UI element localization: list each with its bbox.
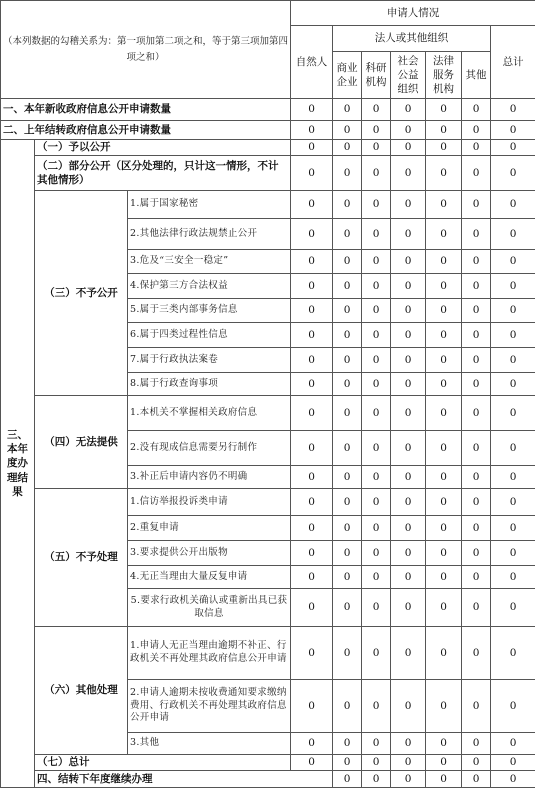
cell: 0 — [333, 516, 362, 541]
row-label: 四、结转下年度继续办理 — [35, 771, 333, 788]
cell: 0 — [462, 373, 491, 396]
cell: 0 — [491, 191, 535, 219]
cell: 0 — [333, 589, 362, 627]
cell: 0 — [391, 466, 426, 489]
table-row — [1, 396, 535, 431]
cell: 0 — [491, 396, 535, 431]
cell: 0 — [491, 431, 535, 466]
item-label: 8.属于行政查询事项 — [128, 373, 291, 396]
cell: 0 — [491, 121, 535, 140]
header-other: 其他 — [462, 52, 491, 99]
cell: 0 — [291, 431, 333, 466]
cell: 0 — [333, 489, 362, 516]
row-label: 一、本年新收政府信息公开申请数量 — [1, 99, 291, 121]
cell: 0 — [491, 323, 535, 348]
cell: 0 — [362, 156, 391, 191]
cell: 0 — [491, 274, 535, 299]
cell: 0 — [391, 566, 426, 589]
cell: 0 — [462, 156, 491, 191]
table-row — [1, 489, 535, 516]
cell: 0 — [362, 516, 391, 541]
cell: 0 — [462, 755, 491, 771]
cell: 0 — [362, 299, 391, 323]
cell: 0 — [291, 140, 333, 156]
header-natural: 自然人 — [291, 26, 333, 99]
cell: 0 — [291, 121, 333, 140]
cell: 0 — [333, 191, 362, 219]
cell: 0 — [426, 771, 462, 788]
header-social: 社会公益组织 — [391, 52, 426, 99]
cell: 0 — [426, 156, 462, 191]
cell: 0 — [462, 99, 491, 121]
item-label: 2.没有现成信息需要另行制作 — [128, 431, 291, 466]
cell: 0 — [291, 755, 333, 771]
item-label: 5.要求行政机关确认或重新出具已获取信息 — [128, 589, 291, 627]
item-label: 1.本机关不掌握相关政府信息 — [128, 396, 291, 431]
cell: 0 — [426, 516, 462, 541]
item-label: 3.其他 — [128, 733, 291, 755]
cell: 0 — [333, 121, 362, 140]
row-label: （一）予以公开 — [35, 140, 291, 156]
cell: 0 — [426, 373, 462, 396]
cell: 0 — [391, 348, 426, 373]
cell: 0 — [362, 627, 391, 680]
group-label: （四）无法提供 — [35, 396, 128, 489]
cell: 0 — [491, 156, 535, 191]
row-label: （二）部分公开（区分处理的，只计这一情形，不计其他情形） — [35, 156, 291, 191]
cell: 0 — [362, 140, 391, 156]
cell: 0 — [362, 191, 391, 219]
table-row — [1, 156, 535, 191]
cell: 0 — [391, 373, 426, 396]
cell: 0 — [462, 219, 491, 250]
cell: 0 — [426, 140, 462, 156]
item-label: 7.属于行政执法案卷 — [128, 348, 291, 373]
item-label: 3.危及“三安全一稳定” — [128, 250, 291, 274]
cell: 0 — [291, 680, 333, 733]
cell: 0 — [291, 191, 333, 219]
cell: 0 — [391, 99, 426, 121]
cell: 0 — [462, 680, 491, 733]
cell: 0 — [391, 156, 426, 191]
item-label: 4.无正当理由大量反复申请 — [128, 566, 291, 589]
cell: 0 — [362, 274, 391, 299]
table-row — [1, 99, 535, 121]
table-row — [1, 771, 535, 788]
cell: 0 — [462, 489, 491, 516]
item-label: 2.重复申请 — [128, 516, 291, 541]
item-label: 1.申请人无正当理由逾期不补正、行政机关不再处理其政府信息公开申请 — [128, 627, 291, 680]
header-commercial: 商业企业 — [333, 52, 362, 99]
cell: 0 — [426, 348, 462, 373]
table-row — [1, 191, 535, 219]
cell: 0 — [462, 466, 491, 489]
cell: 0 — [333, 348, 362, 373]
cell: 0 — [333, 541, 362, 566]
cell: 0 — [362, 373, 391, 396]
cell: 0 — [291, 323, 333, 348]
item-label: 5.属于三类内部事务信息 — [128, 299, 291, 323]
cell: 0 — [491, 680, 535, 733]
cell: 0 — [462, 431, 491, 466]
group-label: （六）其他处理 — [35, 627, 128, 755]
cell: 0 — [491, 566, 535, 589]
cell: 0 — [291, 274, 333, 299]
cell: 0 — [333, 156, 362, 191]
cell: 0 — [391, 541, 426, 566]
cell: 0 — [333, 733, 362, 755]
cell: 0 — [462, 191, 491, 219]
cell: 0 — [426, 396, 462, 431]
cell: 0 — [491, 627, 535, 680]
cell: 0 — [462, 121, 491, 140]
cell: 0 — [462, 516, 491, 541]
cell: 0 — [362, 733, 391, 755]
item-label: 1.属于国家秘密 — [128, 191, 291, 219]
cell: 0 — [426, 566, 462, 589]
cell: 0 — [333, 250, 362, 274]
cell: 0 — [491, 299, 535, 323]
cell: 0 — [291, 733, 333, 755]
cell: 0 — [333, 680, 362, 733]
cell: 0 — [291, 541, 333, 566]
cell: 0 — [362, 323, 391, 348]
cell: 0 — [462, 323, 491, 348]
header-legal-service: 法律服务机构 — [426, 52, 462, 99]
cell: 0 — [426, 250, 462, 274]
cell: 0 — [391, 489, 426, 516]
cell: 0 — [391, 589, 426, 627]
cell: 0 — [426, 733, 462, 755]
section-3-label: 三、本年度办理结果 — [1, 140, 35, 788]
cell: 0 — [291, 219, 333, 250]
item-label: 3.要求提供公开出版物 — [128, 541, 291, 566]
cell: 0 — [291, 589, 333, 627]
cell: 0 — [362, 680, 391, 733]
cell: 0 — [391, 516, 426, 541]
cell: 0 — [426, 541, 462, 566]
cell: 0 — [362, 466, 391, 489]
cell: 0 — [491, 733, 535, 755]
cell: 0 — [362, 219, 391, 250]
cell: 0 — [333, 99, 362, 121]
cell: 0 — [491, 771, 535, 788]
cell: 0 — [362, 771, 391, 788]
cell: 0 — [391, 323, 426, 348]
cell: 0 — [462, 348, 491, 373]
cell: 0 — [362, 566, 391, 589]
header-legal-group: 法人或其他组织 — [333, 26, 491, 52]
cell: 0 — [462, 566, 491, 589]
cell: 0 — [426, 274, 462, 299]
cell: 0 — [362, 99, 391, 121]
cell: 0 — [391, 191, 426, 219]
cell: 0 — [491, 755, 535, 771]
cell: 0 — [391, 680, 426, 733]
cell: 0 — [462, 733, 491, 755]
cell: 0 — [462, 541, 491, 566]
cell: 0 — [391, 771, 426, 788]
cell: 0 — [491, 250, 535, 274]
cell: 0 — [426, 219, 462, 250]
cell: 0 — [462, 627, 491, 680]
cell: 0 — [462, 299, 491, 323]
cell: 0 — [291, 348, 333, 373]
cell: 0 — [426, 299, 462, 323]
cell: 0 — [333, 140, 362, 156]
header-total: 总计 — [491, 26, 535, 99]
cell: 0 — [291, 156, 333, 191]
cell: 0 — [491, 140, 535, 156]
cell: 0 — [333, 755, 362, 771]
cell: 0 — [391, 755, 426, 771]
cell: 0 — [426, 489, 462, 516]
cell: 0 — [333, 396, 362, 431]
cell: 0 — [391, 250, 426, 274]
cell: 0 — [426, 466, 462, 489]
item-label: 3.补正后申请内容仍不明确 — [128, 466, 291, 489]
cell: 0 — [462, 396, 491, 431]
cell: 0 — [333, 274, 362, 299]
cell: 0 — [333, 431, 362, 466]
cell: 0 — [462, 771, 491, 788]
cell: 0 — [333, 627, 362, 680]
item-label: 2.其他法律行政法规禁止公开 — [128, 219, 291, 250]
header-research: 科研机构 — [362, 52, 391, 99]
row-label: （七）总计 — [35, 755, 291, 771]
cell: 0 — [391, 431, 426, 466]
cell: 0 — [426, 121, 462, 140]
cell: 0 — [491, 466, 535, 489]
cell: 0 — [291, 516, 333, 541]
cell: 0 — [491, 99, 535, 121]
cell: 0 — [391, 140, 426, 156]
cell: 0 — [491, 489, 535, 516]
cell: 0 — [391, 396, 426, 431]
table-row — [1, 121, 535, 140]
cell: 0 — [291, 627, 333, 680]
cell: 0 — [462, 250, 491, 274]
cell: 0 — [462, 140, 491, 156]
cell: 0 — [333, 771, 362, 788]
cell: 0 — [391, 274, 426, 299]
group-label: （五）不予处理 — [35, 489, 128, 627]
cell: 0 — [426, 323, 462, 348]
cell: 0 — [426, 680, 462, 733]
cell: 0 — [391, 627, 426, 680]
cell: 0 — [291, 566, 333, 589]
cell: 0 — [291, 489, 333, 516]
cell: 0 — [426, 755, 462, 771]
cell: 0 — [291, 99, 333, 121]
cell: 0 — [362, 755, 391, 771]
header-note: （本列数据的勾稽关系为：第一项加第二项之和，等于第三项加第四项之和） — [1, 1, 291, 99]
cell: 0 — [426, 99, 462, 121]
cell: 0 — [333, 466, 362, 489]
cell: 0 — [426, 431, 462, 466]
cell: 0 — [362, 589, 391, 627]
cell: 0 — [291, 250, 333, 274]
cell: 0 — [291, 466, 333, 489]
cell: 0 — [426, 191, 462, 219]
cell: 0 — [462, 274, 491, 299]
header-applicant: 申请人情况 — [291, 1, 535, 26]
cell: 0 — [291, 396, 333, 431]
item-label: 4.保护第三方合法权益 — [128, 274, 291, 299]
table-row — [1, 755, 535, 771]
table-row — [1, 140, 535, 156]
cell: 0 — [491, 219, 535, 250]
cell: 0 — [391, 733, 426, 755]
item-label: 2.申请人逾期未按收费通知要求缴纳费用、行政机关不再处理其政府信息公开申请 — [128, 680, 291, 733]
cell: 0 — [491, 373, 535, 396]
cell: 0 — [333, 219, 362, 250]
item-label: 6.属于四类过程性信息 — [128, 323, 291, 348]
cell: 0 — [333, 299, 362, 323]
cell: 0 — [362, 431, 391, 466]
group-label: （三）不予公开 — [35, 191, 128, 396]
cell: 0 — [391, 121, 426, 140]
cell: 0 — [426, 627, 462, 680]
cell: 0 — [362, 121, 391, 140]
item-label: 1.信访举报投诉类申请 — [128, 489, 291, 516]
cell: 0 — [291, 373, 333, 396]
cell: 0 — [491, 589, 535, 627]
cell: 0 — [462, 589, 491, 627]
cell: 0 — [333, 566, 362, 589]
table-row — [1, 627, 535, 680]
cell: 0 — [491, 348, 535, 373]
row-label: 二、上年结转政府信息公开申请数量 — [1, 121, 291, 140]
cell: 0 — [391, 219, 426, 250]
cell: 0 — [491, 541, 535, 566]
cell: 0 — [333, 323, 362, 348]
cell: 0 — [362, 489, 391, 516]
cell: 0 — [291, 299, 333, 323]
cell: 0 — [426, 589, 462, 627]
cell: 0 — [362, 396, 391, 431]
cell: 0 — [391, 299, 426, 323]
cell: 0 — [491, 516, 535, 541]
cell: 0 — [362, 250, 391, 274]
cell: 0 — [333, 373, 362, 396]
cell: 0 — [362, 541, 391, 566]
cell: 0 — [362, 348, 391, 373]
